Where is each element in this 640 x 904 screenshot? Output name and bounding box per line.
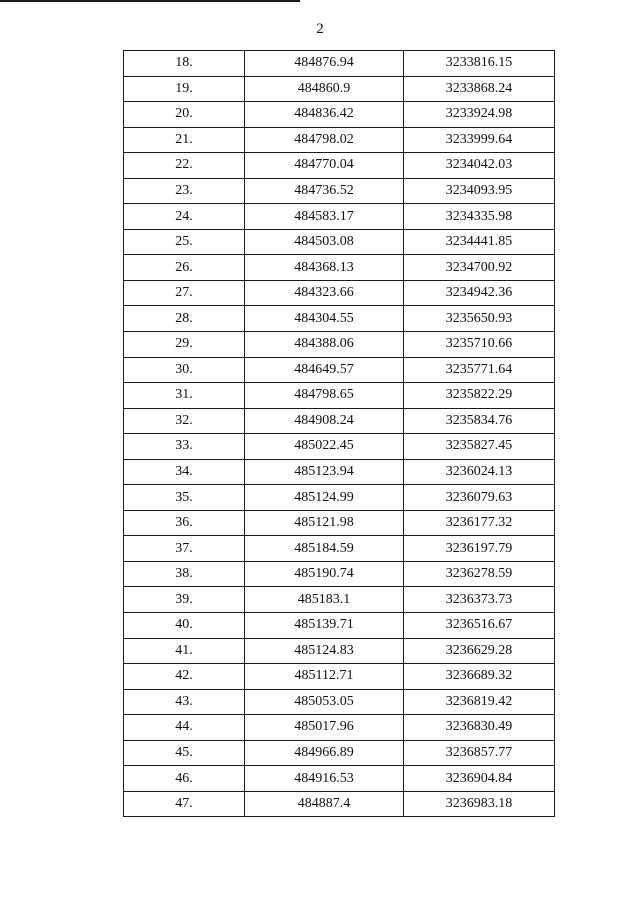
y-coordinate-cell: 3233924.98 xyxy=(404,102,555,128)
point-index-cell: 19. xyxy=(124,76,245,102)
x-coordinate-cell: 484916.53 xyxy=(245,766,404,792)
y-coordinate-cell: 3236830.49 xyxy=(404,715,555,741)
point-index-cell: 45. xyxy=(124,740,245,766)
point-index-cell: 37. xyxy=(124,536,245,562)
y-coordinate-cell: 3233816.15 xyxy=(404,51,555,77)
page-number: 2 xyxy=(316,21,324,37)
table-row xyxy=(124,51,555,77)
x-coordinate-cell: 484887.4 xyxy=(245,791,404,817)
x-coordinate-cell: 485053.05 xyxy=(245,689,404,715)
table-row xyxy=(124,638,555,664)
table-row xyxy=(124,280,555,306)
table-row xyxy=(124,587,555,613)
point-index-cell: 29. xyxy=(124,332,245,358)
table-row xyxy=(124,459,555,485)
y-coordinate-cell: 3236278.59 xyxy=(404,561,555,587)
point-index-cell: 39. xyxy=(124,587,245,613)
x-coordinate-cell: 484860.9 xyxy=(245,76,404,102)
point-index-cell: 38. xyxy=(124,561,245,587)
x-coordinate-cell: 484649.57 xyxy=(245,357,404,383)
point-index-cell: 30. xyxy=(124,357,245,383)
point-index-cell: 28. xyxy=(124,306,245,332)
y-coordinate-cell: 3236177.32 xyxy=(404,510,555,536)
x-coordinate-cell: 485123.94 xyxy=(245,459,404,485)
table-row xyxy=(124,485,555,511)
point-index-cell: 34. xyxy=(124,459,245,485)
y-coordinate-cell: 3234942.36 xyxy=(404,280,555,306)
point-index-cell: 18. xyxy=(124,51,245,77)
table-row xyxy=(124,178,555,204)
table-row xyxy=(124,306,555,332)
table-row xyxy=(124,153,555,179)
point-index-cell: 25. xyxy=(124,229,245,255)
x-coordinate-cell: 485184.59 xyxy=(245,536,404,562)
y-coordinate-cell: 3234700.92 xyxy=(404,255,555,281)
y-coordinate-cell: 3234335.98 xyxy=(404,204,555,230)
x-coordinate-cell: 484798.65 xyxy=(245,383,404,409)
y-coordinate-cell: 3236857.77 xyxy=(404,740,555,766)
y-coordinate-cell: 3236024.13 xyxy=(404,459,555,485)
point-index-cell: 20. xyxy=(124,102,245,128)
table-row xyxy=(124,102,555,128)
y-coordinate-cell: 3233868.24 xyxy=(404,76,555,102)
point-index-cell: 32. xyxy=(124,408,245,434)
x-coordinate-cell: 484368.13 xyxy=(245,255,404,281)
point-index-cell: 35. xyxy=(124,485,245,511)
x-coordinate-cell: 484323.66 xyxy=(245,280,404,306)
table-row xyxy=(124,510,555,536)
table-row xyxy=(124,408,555,434)
point-index-cell: 24. xyxy=(124,204,245,230)
header-rule xyxy=(0,0,300,2)
point-index-cell: 21. xyxy=(124,127,245,153)
coordinates-table xyxy=(123,50,555,817)
point-index-cell: 26. xyxy=(124,255,245,281)
x-coordinate-cell: 484388.06 xyxy=(245,332,404,358)
point-index-cell: 42. xyxy=(124,664,245,690)
x-coordinate-cell: 485183.1 xyxy=(245,587,404,613)
y-coordinate-cell: 3234441.85 xyxy=(404,229,555,255)
y-coordinate-cell: 3236079.63 xyxy=(404,485,555,511)
y-coordinate-cell: 3234042.03 xyxy=(404,153,555,179)
table-row xyxy=(124,766,555,792)
table-row xyxy=(124,204,555,230)
y-coordinate-cell: 3233999.64 xyxy=(404,127,555,153)
point-index-cell: 46. xyxy=(124,766,245,792)
point-index-cell: 41. xyxy=(124,638,245,664)
y-coordinate-cell: 3236373.73 xyxy=(404,587,555,613)
y-coordinate-cell: 3235822.29 xyxy=(404,383,555,409)
table-row xyxy=(124,689,555,715)
x-coordinate-cell: 484908.24 xyxy=(245,408,404,434)
point-index-cell: 44. xyxy=(124,715,245,741)
x-coordinate-cell: 484583.17 xyxy=(245,204,404,230)
point-index-cell: 31. xyxy=(124,383,245,409)
point-index-cell: 40. xyxy=(124,613,245,639)
table-row xyxy=(124,434,555,460)
x-coordinate-cell: 485112.71 xyxy=(245,664,404,690)
point-index-cell: 36. xyxy=(124,510,245,536)
point-index-cell: 43. xyxy=(124,689,245,715)
table-row xyxy=(124,740,555,766)
y-coordinate-cell: 3235771.64 xyxy=(404,357,555,383)
x-coordinate-cell: 484836.42 xyxy=(245,102,404,128)
table-row xyxy=(124,715,555,741)
table-row xyxy=(124,357,555,383)
table-row xyxy=(124,229,555,255)
point-index-cell: 27. xyxy=(124,280,245,306)
y-coordinate-cell: 3236516.67 xyxy=(404,613,555,639)
y-coordinate-cell: 3236629.28 xyxy=(404,638,555,664)
table-row xyxy=(124,332,555,358)
y-coordinate-cell: 3236689.32 xyxy=(404,664,555,690)
x-coordinate-cell: 485124.99 xyxy=(245,485,404,511)
x-coordinate-cell: 484798.02 xyxy=(245,127,404,153)
y-coordinate-cell: 3235827.45 xyxy=(404,434,555,460)
y-coordinate-cell: 3235710.66 xyxy=(404,332,555,358)
x-coordinate-cell: 485124.83 xyxy=(245,638,404,664)
x-coordinate-cell: 485017.96 xyxy=(245,715,404,741)
y-coordinate-cell: 3236904.84 xyxy=(404,766,555,792)
x-coordinate-cell: 484876.94 xyxy=(245,51,404,77)
point-index-cell: 47. xyxy=(124,791,245,817)
table-row xyxy=(124,383,555,409)
y-coordinate-cell: 3236197.79 xyxy=(404,536,555,562)
coordinates-table-body xyxy=(124,51,555,817)
table-row xyxy=(124,664,555,690)
table-row xyxy=(124,536,555,562)
y-coordinate-cell: 3235650.93 xyxy=(404,306,555,332)
x-coordinate-cell: 485139.71 xyxy=(245,613,404,639)
x-coordinate-cell: 484966.89 xyxy=(245,740,404,766)
y-coordinate-cell: 3236819.42 xyxy=(404,689,555,715)
point-index-cell: 33. xyxy=(124,434,245,460)
x-coordinate-cell: 485121.98 xyxy=(245,510,404,536)
x-coordinate-cell: 484503.08 xyxy=(245,229,404,255)
table-row xyxy=(124,127,555,153)
y-coordinate-cell: 3234093.95 xyxy=(404,178,555,204)
point-index-cell: 23. xyxy=(124,178,245,204)
x-coordinate-cell: 485022.45 xyxy=(245,434,404,460)
point-index-cell: 22. xyxy=(124,153,245,179)
table-row xyxy=(124,791,555,817)
y-coordinate-cell: 3236983.18 xyxy=(404,791,555,817)
y-coordinate-cell: 3235834.76 xyxy=(404,408,555,434)
x-coordinate-cell: 484770.04 xyxy=(245,153,404,179)
x-coordinate-cell: 485190.74 xyxy=(245,561,404,587)
table-row xyxy=(124,613,555,639)
table-row xyxy=(124,561,555,587)
x-coordinate-cell: 484736.52 xyxy=(245,178,404,204)
table-row xyxy=(124,76,555,102)
x-coordinate-cell: 484304.55 xyxy=(245,306,404,332)
table-row xyxy=(124,255,555,281)
